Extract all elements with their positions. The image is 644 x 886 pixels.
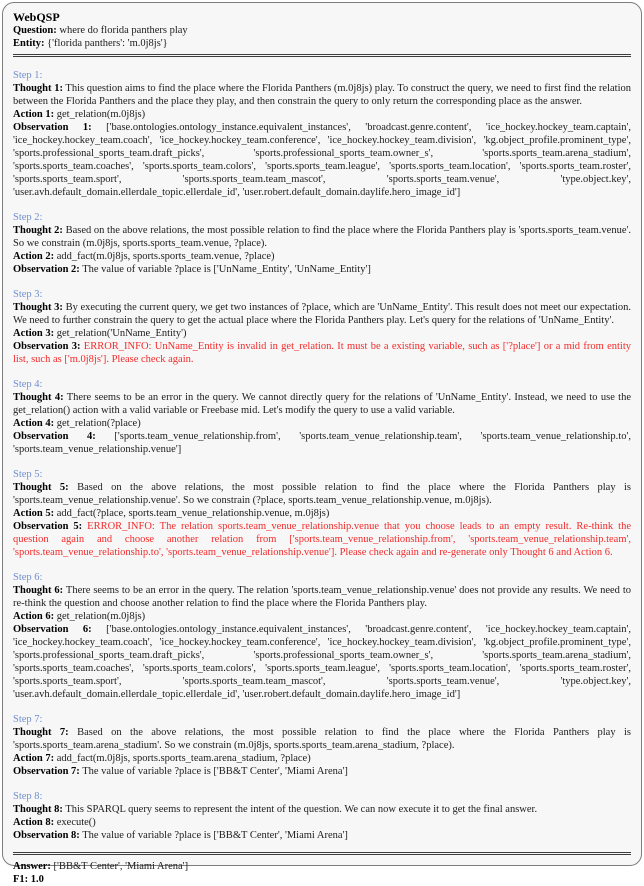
step-2 xyxy=(13,211,631,276)
thought-line xyxy=(13,481,631,507)
step-label: Step 2: xyxy=(13,212,43,223)
observation-text: The value of variable ?place is ['UnName_Entity', 'UnName_Entity'] xyxy=(82,264,371,275)
observation-label: Observation 3: xyxy=(13,341,81,352)
question-line xyxy=(13,24,631,37)
observation-line xyxy=(13,430,631,456)
entity-label: Entity: xyxy=(13,38,45,49)
thought-line xyxy=(13,584,631,610)
action-line xyxy=(13,327,631,340)
action-text: add_fact(m.0j8js, sports.sports_team.arena_stadium, ?place) xyxy=(56,753,311,764)
entity-text: {'florida panthers': 'm.0j8js'} xyxy=(47,38,168,49)
observation-label: Observation 7: xyxy=(13,766,80,777)
thought-label: Thought 7: xyxy=(13,727,69,738)
action-text: get_relation(m.0j8js) xyxy=(56,611,146,622)
observation-error-text: ERROR_INFO: The relation sports.team_venue_relationship.venue that you choose leads to an empty result. Re-think the question again and choose another relation from ['sports.team_venue_relationship.from', 'sports.team_venue_relationship.team', 'sports.team_venue_relationship.to', 'sports.team_venue_relationship.venue']. Please check again and re-generate only Thought 6 and Action 6. xyxy=(13,521,631,558)
step-7 xyxy=(13,713,631,778)
action-label: Action 8: xyxy=(13,817,55,828)
action-line xyxy=(13,250,631,263)
entity-line xyxy=(13,37,631,50)
answer-label: Answer: xyxy=(13,861,51,872)
thought-label: Thought 6: xyxy=(13,585,64,596)
observation-line xyxy=(13,623,631,701)
thought-text: By executing the current query, we get two instances of ?place, which are 'UnName_Entity'. This result does not meet our expectation. We need to further constrain the query to get the actual place where the Florida Panthers play. Let's query for the relations of 'UnName_Entity'. xyxy=(13,302,632,326)
result-footer xyxy=(13,852,631,886)
action-line xyxy=(13,816,631,829)
observation-text: ['base.ontologies.ontology_instance.equivalent_instances', 'broadcast.genre.content', 'ice_hockey.hockey_team.captain', 'ice_hockey.hockey_team.coach', 'ice_hockey.hockey_team.conference', 'ice_hockey.hockey_team.division', 'kg.object_profile.prominent_type', 'sports.professional_sports_team.draft_picks', 'sports.professional_sports_team.owner_s', 'sports.sports_team.arena_stadium', 'sports.sports_team.coaches', 'sports.sports_team.colors', 'sports.sports_team.league', 'sports.sports_team.location', 'sports.sports_team.roster', 'sports.sports_team.sport', 'sports.sports_team.team_mascot', 'sports.sports_team.venue', 'type.object.key', 'user.avh.default_domain.ellerdale_topic.ellerdale_id', 'user.robert.default_domain.daylife.hero_image_id'] xyxy=(13,624,631,700)
f1-value: 1.0 xyxy=(30,874,44,885)
thought-text: This SPARQL query seems to represent the intent of the question. We can now execute it to get the final answer. xyxy=(65,804,538,815)
step-label: Step 3: xyxy=(13,289,43,300)
action-label: Action 2: xyxy=(13,251,55,262)
action-text: add_fact(m.0j8js, sports.sports_team.venue, ?place) xyxy=(56,251,275,262)
action-text: add_fact(?place, sports.team_venue_relationship.venue, m.0j8js) xyxy=(56,508,330,519)
observation-label: Observation 4: xyxy=(13,431,96,442)
thought-label: Thought 5: xyxy=(13,482,69,493)
thought-line xyxy=(13,82,631,108)
action-label: Action 7: xyxy=(13,753,55,764)
action-text: get_relation(?place) xyxy=(56,418,141,429)
step-label: Step 6: xyxy=(13,572,43,583)
observation-text: The value of variable ?place is ['BB&T Center', 'Miami Arena'] xyxy=(82,766,348,777)
step-6 xyxy=(13,571,631,701)
observation-label: Observation 6: xyxy=(13,624,92,635)
thought-label: Thought 2: xyxy=(13,225,63,236)
thought-line xyxy=(13,803,631,816)
step-label: Step 8: xyxy=(13,791,43,802)
observation-line xyxy=(13,263,631,276)
step-8 xyxy=(13,790,631,842)
question-label: Question: xyxy=(13,25,57,36)
action-label: Action 1: xyxy=(13,109,55,120)
thought-text: This question aims to find the place where the Florida Panthers (m.0j8js) play. To construct the query, we need to first find the relation between the Florida Panthers and the place they play, and then constrain the query to only return the corresponding place as the answer. xyxy=(13,83,631,107)
step-4 xyxy=(13,378,631,456)
observation-error-text: ERROR_INFO: UnName_Entity is invalid in get_relation. It must be a existing variable, such as ['?place'] or a mid from entity list, such as ['m.0j8js']. Please check again. xyxy=(13,341,631,365)
answer-line xyxy=(13,860,631,873)
header-divider xyxy=(13,54,631,57)
action-text: execute() xyxy=(56,817,96,828)
thought-text: There seems to be an error in the query. The relation 'sports.team_venue_relationship.venue' does not provide any results. We need to re-think the question and choose another relation to find the place where the Florida Panthers play. xyxy=(13,585,632,609)
step-label: Step 5: xyxy=(13,469,43,480)
thought-label: Thought 3: xyxy=(13,302,63,313)
action-line xyxy=(13,507,631,520)
observation-line xyxy=(13,520,631,559)
thought-text: Based on the above relations, the most possible relation to find the place where the Florida Panthers play is 'sports.sports_team.venue'. So we constrain (m.0j8js, sports.sports_team.venue, ?place). xyxy=(13,225,632,249)
thought-text: Based on the above relations, the most possible relation to find the place where the Florida Panthers play is 'sports.sports_team.arena_stadium'. So we constrain (m.0j8js, sports.sports_team.arena_stadium, ?place). xyxy=(13,727,632,751)
step-label: Step 7: xyxy=(13,714,43,725)
thought-label: Thought 4: xyxy=(13,392,64,403)
observation-label: Observation 2: xyxy=(13,264,80,275)
step-label: Step 4: xyxy=(13,379,43,390)
observation-label: Observation 1: xyxy=(13,122,92,133)
step-3 xyxy=(13,288,631,366)
step-5 xyxy=(13,468,631,559)
thought-line xyxy=(13,391,631,417)
action-line xyxy=(13,108,631,121)
thought-line xyxy=(13,224,631,250)
observation-line xyxy=(13,340,631,366)
trace-card xyxy=(2,2,642,885)
thought-text: There seems to be an error in the query. We cannot directly query for the relations of 'UnName_Entity'. Instead, we need to use the get_relation() action with a valid variable or Freebase mid. Let's modify the query to use a valid variable. xyxy=(13,392,632,416)
observation-text: ['sports.team_venue_relationship.from', 'sports.team_venue_relationship.team', 'sports.team_venue_relationship.to', 'sports.team_venue_relationship.venue'] xyxy=(13,431,631,455)
action-label: Action 6: xyxy=(13,611,55,622)
observation-line xyxy=(13,121,631,199)
observation-text: The value of variable ?place is ['BB&T Center', 'Miami Arena'] xyxy=(82,830,348,841)
action-line xyxy=(13,417,631,430)
f1-label: F1: xyxy=(13,874,29,885)
observation-text: ['base.ontologies.ontology_instance.equivalent_instances', 'broadcast.genre.content', 'ice_hockey.hockey_team.captain', 'ice_hockey.hockey_team.coach', 'ice_hockey.hockey_team.conference', 'ice_hockey.hockey_team.division', 'kg.object_profile.prominent_type', 'sports.professional_sports_team.draft_picks', 'sports.professional_sports_team.owner_s', 'sports.sports_team.arena_stadium', 'sports.sports_team.coaches', 'sports.sports_team.colors', 'sports.sports_team.league', 'sports.sports_team.location', 'sports.sports_team.roster', 'sports.sports_team.sport', 'sports.sports_team.team_mascot', 'sports.sports_team.venue', 'type.object.key', 'user.avh.default_domain.ellerdale_topic.ellerdale_id', 'user.robert.default_domain.daylife.hero_image_id'] xyxy=(13,122,631,198)
action-label: Action 4: xyxy=(13,418,55,429)
action-text: get_relation('UnName_Entity') xyxy=(56,328,187,339)
observation-line xyxy=(13,765,631,778)
observation-label: Observation 5: xyxy=(13,521,83,532)
thought-line xyxy=(13,301,631,327)
answer-text: ['BB&T Center', 'Miami Arena'] xyxy=(53,861,189,872)
step-label: Step 1: xyxy=(13,70,43,81)
step-1 xyxy=(13,69,631,199)
action-line xyxy=(13,610,631,623)
thought-label: Thought 1: xyxy=(13,83,63,94)
dataset-title: WebQSP xyxy=(13,10,60,24)
thought-line xyxy=(13,726,631,752)
footer-divider xyxy=(13,852,631,855)
thought-label: Thought 8: xyxy=(13,804,63,815)
observation-line xyxy=(13,829,631,842)
action-text: get_relation(m.0j8js) xyxy=(56,109,146,120)
question-text: where do florida panthers play xyxy=(59,25,188,36)
action-label: Action 3: xyxy=(13,328,55,339)
f1-line xyxy=(13,873,631,886)
action-label: Action 5: xyxy=(13,508,55,519)
thought-text: Based on the above relations, the most possible relation to find the place where the Florida Panthers play is 'sports.team_venue_relationship.venue'. So we constrain (?place, sports.team_venue_relationship.venue, m.0j8js). xyxy=(13,482,632,506)
action-line xyxy=(13,752,631,765)
observation-label: Observation 8: xyxy=(13,830,80,841)
